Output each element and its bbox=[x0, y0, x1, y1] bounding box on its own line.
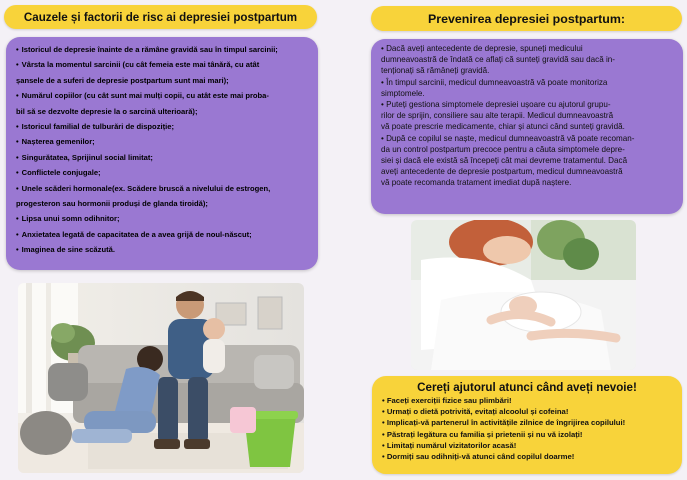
cause-item: • Istoricul familial de tulburări de dispoziție; bbox=[16, 122, 174, 132]
prevention-line: vă poate recomanda tratament imediat după naștere. bbox=[381, 178, 572, 188]
help-item bbox=[382, 429, 678, 440]
cause-item bbox=[16, 196, 314, 211]
help-box bbox=[372, 376, 682, 474]
causes-title bbox=[4, 5, 317, 29]
prevention-line: da un control postpartum precoce pentru a căuta simptomele depre- bbox=[381, 144, 625, 154]
help-item-text: Implicați-vă partenerul în activitățile zilnice de îngrijirea copilului! bbox=[386, 418, 626, 428]
prevention-line: simptomele. bbox=[381, 88, 425, 98]
prevention-line: • În timpul sarcinii, medicul dumneavoastră vă poate monitoriza bbox=[381, 77, 608, 87]
prevention-line: tenționați să rămâneți gravidă. bbox=[381, 66, 490, 76]
cause-item-text: Imaginea de sine scăzută. bbox=[21, 245, 115, 255]
prevention-line: vă poate prescrie medicamente, chiar și atunci când sunteți gravidă. bbox=[381, 122, 625, 132]
prevention-line: siei și dacă ele există să începeți cât mai devreme tratamentul. Dacă bbox=[381, 156, 628, 166]
prevention-line: • După ce copilul se naște, medicul dumneavoastră vă poate recoman- bbox=[381, 133, 635, 143]
help-item-text: Urmați o dietă potrivită, evitați alcoolul și cofeina! bbox=[386, 407, 569, 417]
causes-title-text: Cauzele și factorii de risc ai depresiei postpartum bbox=[23, 10, 298, 24]
bullet-icon: • bbox=[382, 418, 387, 428]
prevention-line: dumneavoastră de îndată ce aflați că sunteți gravidă sau dacă in- bbox=[381, 55, 615, 65]
prevention-line: • Puteți gestiona simptomele depresiei ușoare cu ajutorul grupu- bbox=[381, 100, 611, 110]
help-item bbox=[382, 395, 678, 406]
cause-item-text: Istoricul de depresie înainte de a rămâne gravidă sau în timpul sarcinii; bbox=[21, 45, 278, 54]
prevention-title-text: Prevenirea depresiei postpartum: bbox=[428, 11, 625, 26]
help-title: Cereți ajutorul atunci când aveți nevoie! bbox=[417, 381, 637, 394]
bullet-icon: • bbox=[382, 440, 387, 450]
prevention-line: aveți antecedente de depresie postpartum, medicul dumneavoastră bbox=[381, 167, 623, 177]
cause-item-text: Conflictele conjugale; bbox=[21, 168, 101, 178]
cause-item-text: Istoricul familial de tulburări de dispoziție; bbox=[21, 122, 174, 132]
cause-item-text: Vârsta la momentul sarcinii (cu cât femeia este mai tânără, cu atât bbox=[21, 60, 260, 70]
cause-item: • Singurătatea, Sprijinul social limitat; bbox=[16, 152, 153, 162]
cause-item bbox=[16, 73, 314, 88]
cause-item-text: Lipsa unui somn odihnitor; bbox=[21, 214, 120, 224]
help-item-text: Faceți exerciții fizice sau plimbări! bbox=[386, 396, 512, 405]
cause-item-text: Unele scăderi hormonale(ex. Scădere bruscă a nivelului de estrogen, bbox=[21, 183, 271, 193]
cause-item: • Istoricul de depresie înainte de a rămâne gravidă sau în timpul sarcinii; bbox=[16, 45, 278, 54]
cause-item: • Imaginea de sine scăzută. bbox=[16, 245, 115, 255]
cause-item-text: progesteron sau hormonii produși de glanda tiroidă); bbox=[16, 199, 208, 209]
cause-item: • Numărul copiilor (cu cât sunt mai mulți copii, cu atât este mai proba- bbox=[16, 91, 269, 101]
bullet-icon: • bbox=[382, 396, 387, 405]
help-item bbox=[382, 417, 678, 428]
mother-baby-photo bbox=[411, 220, 636, 370]
cause-item: • Vârsta la momentul sarcinii (cu cât femeia este mai tânără, cu atât bbox=[16, 60, 260, 70]
prevention-title bbox=[371, 6, 682, 31]
help-item bbox=[382, 451, 678, 462]
cause-item: • Lipsa unui somn odihnitor; bbox=[16, 214, 120, 224]
help-item-text: Limitați numărul vizitatorilor acasă! bbox=[386, 440, 517, 450]
prevention-box bbox=[371, 39, 683, 214]
cause-item-text: Numărul copiilor (cu cât sunt mai mulți copii, cu atât este mai proba- bbox=[21, 91, 269, 101]
cause-item-text: bil să se dezvolte depresie la o sarcină ulterioară); bbox=[16, 106, 198, 116]
cause-item bbox=[16, 104, 314, 119]
cause-item: • Unele scăderi hormonale(ex. Scădere bruscă a nivelului de estrogen, bbox=[16, 183, 271, 193]
help-item bbox=[382, 406, 678, 417]
cause-item-text: Anxietatea legată de capacitatea de a avea grijă de noul-născut; bbox=[21, 229, 252, 239]
help-item-text: Păstrați legătura cu familia și prietenii și nu vă izolați! bbox=[386, 429, 583, 439]
cause-item-text: Singurătatea, Sprijinul social limitat; bbox=[21, 152, 153, 162]
help-list bbox=[382, 395, 678, 462]
prevention-line: rilor de sprijin, consiliere sau alte terapii. Medicul dumneavoastră bbox=[381, 111, 614, 121]
cause-item: • Nașterea gemenilor; bbox=[16, 137, 95, 147]
bullet-icon: • bbox=[382, 407, 387, 417]
causes-box bbox=[6, 37, 318, 270]
prevention-list bbox=[381, 43, 673, 189]
help-item bbox=[382, 440, 678, 451]
family-photo bbox=[18, 283, 304, 473]
bullet-icon: • bbox=[382, 452, 387, 462]
cause-item-text: șansele de a suferi de depresie postpartum sunt mai mari); bbox=[16, 75, 229, 85]
prevention-line: • Dacă aveți antecedente de depresie, spuneți medicului bbox=[381, 44, 583, 53]
causes-list bbox=[16, 42, 314, 258]
help-item-text: Dormiți sau odihniți-vă atunci când copilul doarme! bbox=[386, 452, 575, 462]
cause-item: • Conflictele conjugale; bbox=[16, 168, 101, 178]
cause-item-text: Nașterea gemenilor; bbox=[21, 137, 95, 147]
bullet-icon: • bbox=[382, 429, 387, 439]
cause-item: • Anxietatea legată de capacitatea de a avea grijă de noul-născut; bbox=[16, 229, 252, 239]
